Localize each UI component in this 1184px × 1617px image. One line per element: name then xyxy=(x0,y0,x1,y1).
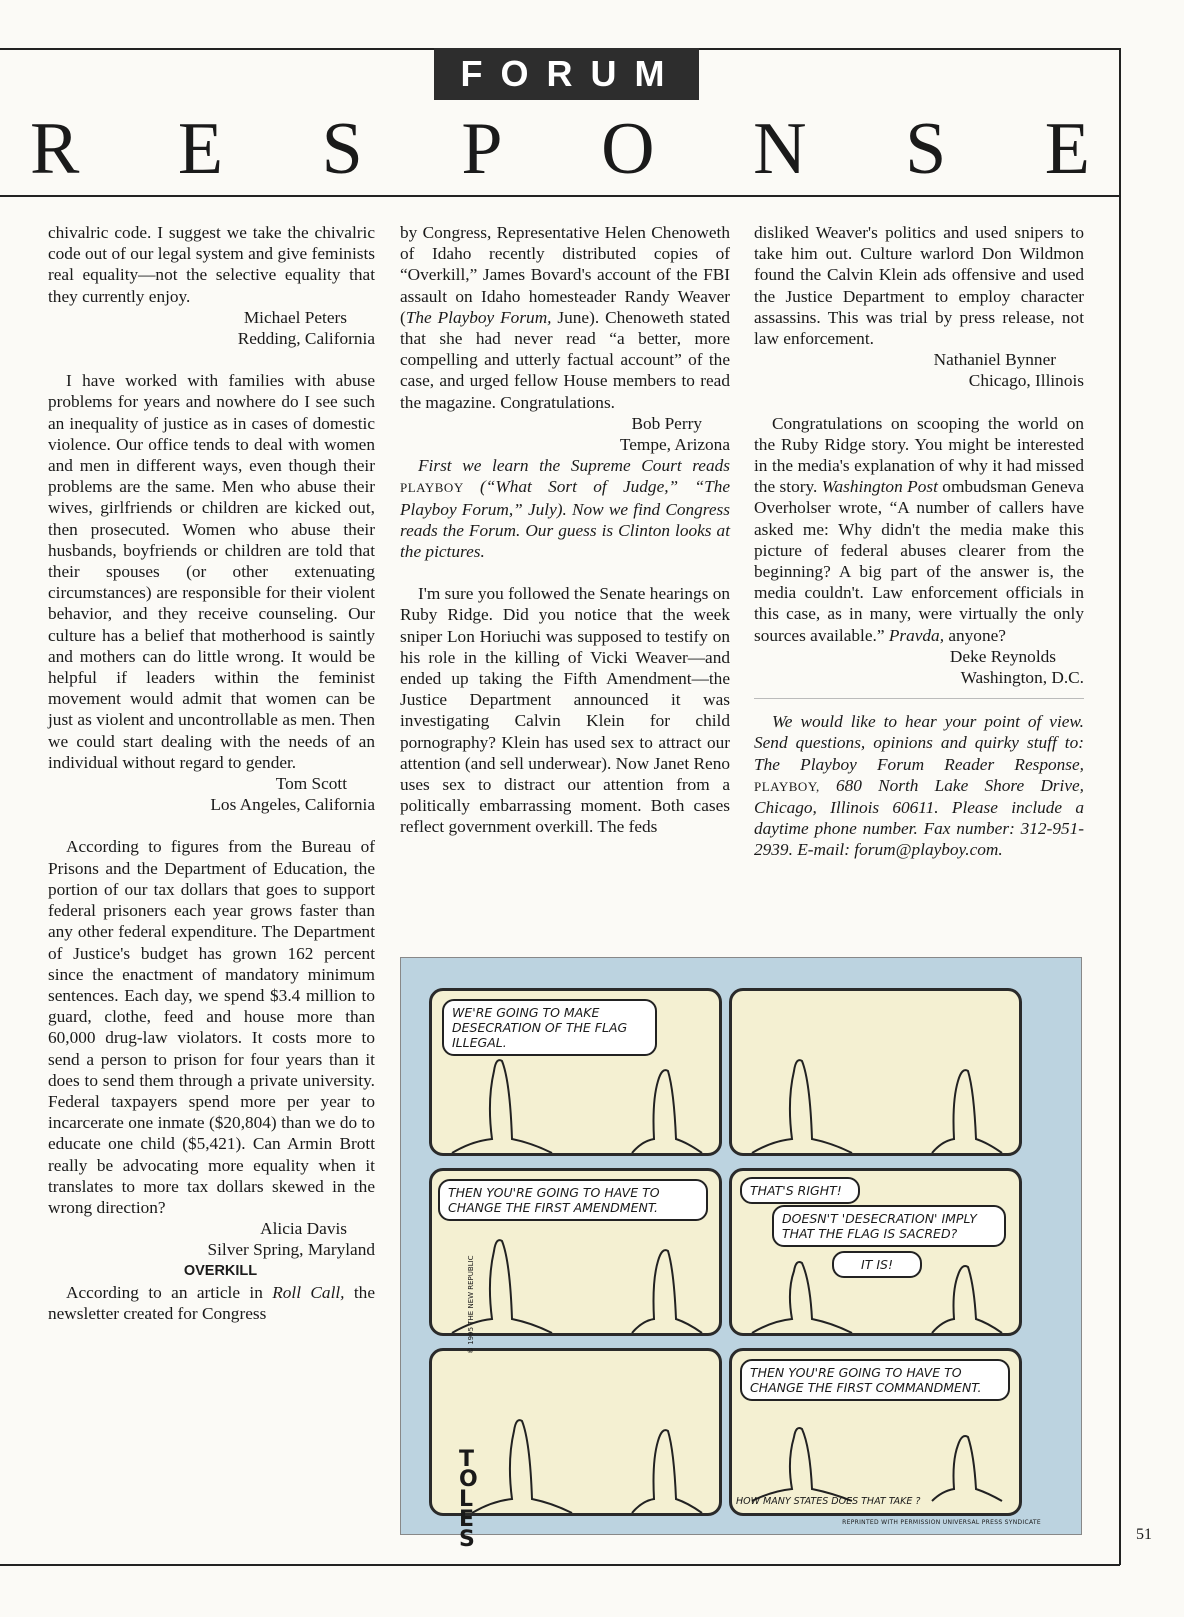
cartoon-panel-6 xyxy=(729,1348,1022,1516)
response-heading xyxy=(30,108,1090,190)
signature-name: Bob Perry xyxy=(631,413,702,433)
heading-letter: N xyxy=(753,108,807,190)
signature-block xyxy=(400,413,730,455)
signature-block xyxy=(48,307,375,349)
signature-name: Michael Peters xyxy=(243,307,347,327)
speech-bubble: IT IS! xyxy=(832,1251,922,1278)
text-run: ombudsman Geneva Overholser wrote, “A number of callers have asked me: Why didn't the media make this picture of federal abuses clearer from the beginning? A big part of the answer is, the media couldn't. Law enforcement officials in this case, as in many, were virtually the only sources available.” xyxy=(754,477,1084,645)
signature-block xyxy=(48,773,375,815)
cartoon-panel-2 xyxy=(729,988,1022,1156)
cartoon-caption: HOW MANY STATES DOES THAT TAKE ? xyxy=(736,1496,921,1507)
reader-invitation xyxy=(754,711,1084,860)
signature-place: Los Angeles, California xyxy=(210,795,375,815)
signature-name: Deke Reynolds xyxy=(949,646,1056,666)
page-number: 51 xyxy=(1136,1526,1152,1543)
text-run: the newsletter created for Congress xyxy=(48,1282,375,1323)
text-run: Congratulations on scooping the world on the Ruby Ridge story. You might be interested in the media's explanation of why it had missed the story. xyxy=(754,413,1084,497)
heading-letter: O xyxy=(601,108,655,190)
letter-paragraph: I'm sure you followed the Senate hearings on Ruby Ridge. Did you notice that the week sniper Lon Horiuchi was supposed to testify on his role in the killing of Vicki Weaver—and ended up taking the Fifth Amendment—the Justice Department announced it was investigating Calvin Klein for child pornography? Klein has used sex to attract our attention (and sell underwear). Now Janet Reno uses sex to distract our attention from a politically embarrassing moment. Both cases reflect government overkill. The feds xyxy=(400,584,730,837)
cartoon-figures xyxy=(732,1351,1019,1513)
cartoon-panel-1 xyxy=(429,988,722,1156)
speech-bubble: DOESN'T 'DESECRATION' IMPLY THAT THE FLAG IS SACRED? xyxy=(772,1205,1006,1247)
cartoon-side-credit: © 1995 THE NEW REPUBLIC xyxy=(467,1255,475,1354)
cartoon-figures xyxy=(432,1171,719,1333)
cartoon-figures xyxy=(732,991,1019,1153)
signature-place: Washington, D.C. xyxy=(960,668,1084,688)
letter-paragraph: chivalric code. I suggest we take the chivalric code out of our legal system and give feminists real equality—not the selective equality that they currently enjoy. xyxy=(48,223,375,306)
italic-run: Pravda, xyxy=(888,625,945,645)
signature-name: Tom Scott xyxy=(275,774,347,794)
editor-reply xyxy=(400,455,730,562)
cartoon-figures xyxy=(432,991,719,1153)
column-1 xyxy=(48,222,375,1324)
smallcaps-run: PLAYBOY xyxy=(400,480,464,496)
italic-run: (“What Sort of Judge,” “The Playboy Forum,” July). Now we find Congress reads the Forum. Our guess is Clinton looks at the pictures. xyxy=(400,477,730,562)
text-run: by Congress, Representative Helen Chenoweth of Idaho recently distributed copies of “Overkill,” James Bovard's account of the FBI assault on Idaho homesteader Randy Weaver ( xyxy=(400,223,730,327)
speech-bubble: WE'RE GOING TO MAKE DESECRATION OF THE FLAG ILLEGAL. xyxy=(442,999,657,1056)
italic-run: 680 North Lake Shore Drive, Chicago, Illinois 60611. Please include a daytime phone number. Fax number: 312-951-2939. E-mail: forum@playboy.com. xyxy=(754,775,1084,860)
text-run: According to an article in xyxy=(66,1282,273,1302)
cartoon-credit: REPRINTED WITH PERMISSION UNIVERSAL PRESS SYNDICATE xyxy=(842,1519,1041,1526)
letter-paragraph xyxy=(754,413,1084,646)
heading-letter: R xyxy=(30,108,80,190)
text-run: June). Chenoweth stated that she had never read “a better, more compelling and utterly factual account” of the case, and urged fellow House members to read the magazine. Congratulations. xyxy=(400,307,731,412)
signature-place: Silver Spring, Maryland xyxy=(207,1240,375,1260)
signature-name: Nathaniel Bynner xyxy=(933,350,1056,370)
cartoon-panel-4 xyxy=(729,1168,1022,1336)
heading-letter: S xyxy=(905,108,947,190)
frame-right-rule xyxy=(1119,48,1121,1565)
smallcaps-run: PLAYBOY, xyxy=(754,778,820,794)
signature-block xyxy=(754,349,1084,391)
signature-block xyxy=(48,1218,375,1260)
signature-block xyxy=(754,646,1084,688)
speech-bubble: THEN YOU'RE GOING TO HAVE TO CHANGE THE FIRST AMENDMENT. xyxy=(438,1179,708,1221)
cartoonist-signature: TOLES xyxy=(459,1447,478,1552)
italic-run: We would like to hear your point of view. Send questions, opinions and quirky stuff to: The Playboy Forum Reader Response, xyxy=(754,712,1084,774)
subhead: OVERKILL xyxy=(183,1262,258,1279)
italic-run: The Playboy Forum, xyxy=(405,307,552,327)
signature-place: Chicago, Illinois xyxy=(968,371,1084,391)
letter-paragraph: I have worked with families with abuse problems for years and nowhere do I see such an inequality of justice as in cases of domestic violence. Our office tends to deal with women and men in different ways, even though their problems are the same. Men who abuse their wives, girlfriends or children are kicked out, then prosecuted. Women who abuse their husbands, boyfriends or children are told that their spouses (or other extenuating circumstances) are responsible for their violent behavior, and they receive counseling. Our culture has a belief that motherhood is saintly and mothers can do little wrong. It would be helpful if leaders within the feminist movement would admit that women can be just as violent and uncontrollable as men. Then we could start dealing with the needs of an individual without regard to gender. xyxy=(48,371,375,772)
cartoon-figures xyxy=(732,1171,1019,1333)
frame-bottom-rule xyxy=(0,1564,1120,1566)
letter-paragraph: disliked Weaver's politics and used snipers to take him out. Culture warlord Don Wildmon found the Calvin Klein ads offensive and used the Justice Department to employ character assassins. This was trial by press release, not law enforcement. xyxy=(754,223,1084,349)
forum-label: FORUM xyxy=(434,48,699,100)
letter-paragraph: According to figures from the Bureau of Prisons and the Department of Education, the portion of our tax dollars that goes to support federal prisoners each year grows faster than any other federal expenditure. The Department of Justice's budget has grown 162 percent since the enactment of mandatory minimum sentences. Each day, we spend $3.4 million to guard, clothe, feed and house more than 60,000 drug-law violators. It costs more to send a person to prison for four years than it does to send them through a private university. Federal taxpayers spend more per year to incarcerate one inmate ($20,804) than we do to educate one child ($5,421). Can Armin Brott really be advocating more equality when it translates to more tax dollars skewed in the wrong direction? xyxy=(48,837,375,1217)
column-2 xyxy=(400,222,730,838)
header-rule xyxy=(0,195,1120,197)
heading-letter: P xyxy=(461,108,503,190)
letter-paragraph xyxy=(400,222,730,413)
heading-letter: S xyxy=(321,108,363,190)
speech-bubble: THEN YOU'RE GOING TO HAVE TO CHANGE THE FIRST COMMANDMENT. xyxy=(740,1359,1010,1401)
italic-run: Washington Post xyxy=(821,477,938,497)
italic-run: Roll Call, xyxy=(272,1282,345,1302)
italic-run: First we learn the Supreme Court reads xyxy=(418,456,730,476)
signature-place: Tempe, Arizona xyxy=(619,435,730,455)
signature-name: Alicia Davis xyxy=(260,1219,347,1239)
heading-letter: E xyxy=(1044,108,1090,190)
signature-place: Redding, California xyxy=(237,329,375,349)
heading-letter: E xyxy=(177,108,224,190)
divider xyxy=(754,698,1084,699)
text-run: anyone? xyxy=(944,625,1006,645)
cartoon xyxy=(400,957,1082,1552)
letter-paragraph xyxy=(48,1282,375,1324)
speech-bubble: THAT'S RIGHT! xyxy=(740,1177,860,1204)
column-3 xyxy=(754,222,1084,861)
